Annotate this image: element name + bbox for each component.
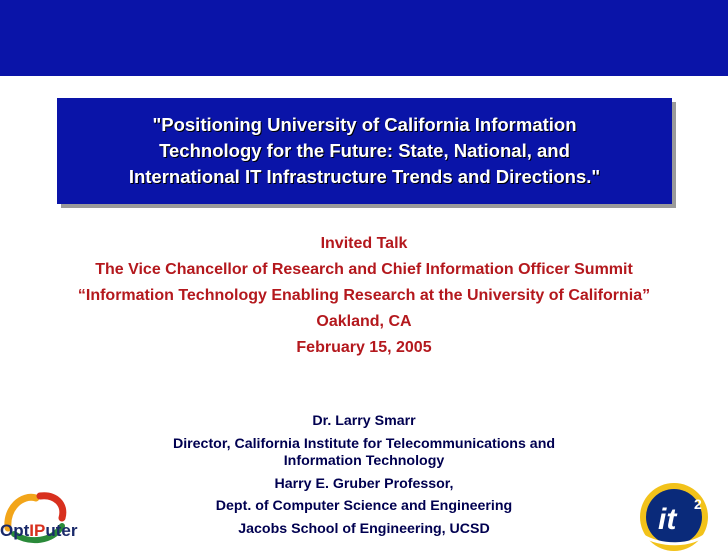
logo-text-ip: IP	[29, 521, 46, 540]
event-theme: “Information Technology Enabling Research at the University of California”	[77, 287, 651, 304]
it2-logo	[620, 477, 728, 553]
author-school: Jacobs School of Engineering, UCSD	[238, 520, 490, 537]
top-banner	[0, 0, 728, 76]
event-date: February 15, 2005	[296, 339, 432, 356]
author-block	[0, 413, 728, 538]
logo-text-opt: Opt	[0, 521, 30, 540]
slide-title	[57, 98, 672, 204]
talk-type: Invited Talk	[320, 235, 408, 252]
author-title-line-2: Information Technology	[283, 453, 445, 469]
event-name: The Vice Chancellor of Research and Chief Information Officer Summit	[95, 261, 633, 278]
optiputer-logo	[0, 488, 108, 553]
author-title-line-1: Director, California Institute for Telecommunications and	[172, 435, 556, 452]
logo-it-text: it	[658, 503, 677, 536]
title-line-3: International IT Infrastructure Trends and Directions."	[128, 166, 601, 187]
author-name: Dr. Larry Smarr	[312, 413, 416, 429]
logo-superscript: 2	[694, 496, 702, 512]
author-department: Dept. of Computer Science and Engineering	[215, 498, 513, 514]
event-location: Oakland, CA	[316, 313, 412, 330]
title-line-1: "Positioning University of California Information	[152, 114, 577, 135]
title-line-2: Technology for the Future: State, National, and	[159, 140, 570, 161]
talk-details	[0, 231, 728, 361]
author-professorship: Harry E. Gruber Professor,	[274, 475, 454, 492]
svg-text:OptIPuter	[0, 521, 78, 540]
logo-text-uter: uter	[45, 521, 78, 540]
